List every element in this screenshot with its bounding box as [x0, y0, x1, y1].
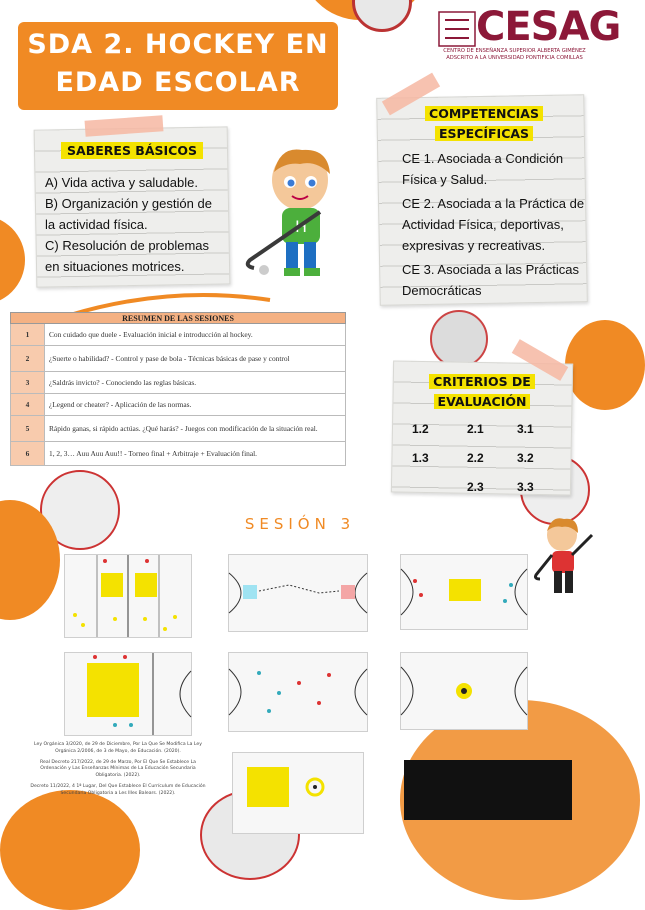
- criterios-heading: CRITERIOS DE EVALUACIÓN: [396, 372, 568, 412]
- field-diagram-1: [64, 554, 192, 638]
- logo-subtitle: CENTRO DE ENSEÑANZA SUPERIOR ALBERTA GIMÉNEZ ADSCRITO A LA UNIVERSIDAD PONTIFICIA COMILLAS: [443, 48, 586, 61]
- resumen-table: [10, 312, 346, 466]
- table-row: 1 Con cuidado que duele - Evaluación inicial e introducción al hockey.: [11, 324, 346, 346]
- logo-name: CESAG: [476, 4, 621, 50]
- table-heading: RESUMEN DE LAS SESIONES: [11, 313, 346, 324]
- list-item: CE 1. Asociada a Condición Física y Salud.: [402, 151, 564, 187]
- page-title: SDA 2. HOCKEY EN EDAD ESCOLAR: [27, 29, 329, 98]
- svg-text:H: H: [295, 217, 308, 236]
- list-item: C) Resolución de problemas en situaciones motrices.: [45, 238, 210, 274]
- field-diagram-4: [64, 652, 192, 736]
- field-diagram-6: [400, 652, 528, 730]
- hockey-kid-illustration: [240, 142, 365, 282]
- competencias-list: [402, 148, 590, 301]
- list-item: CE 3. Asociada a las Prácticas Democráticas: [402, 262, 580, 298]
- redacted-block: [404, 760, 572, 820]
- competencias-heading: COMPETENCIAS ESPECÍFICAS: [386, 104, 582, 144]
- field-diagram-3: [400, 554, 528, 630]
- orange-blob-bottom: [0, 790, 140, 910]
- table-row: 3 ¿Saldrás invicto? - Conociendo las reglas básicas.: [11, 372, 346, 394]
- saberes-list: [45, 172, 223, 277]
- field-diagram-2: [228, 554, 368, 632]
- saberes-heading: SABERES BÁSICOS: [52, 143, 212, 158]
- list-item: CE 2. Asociada a la Práctica de Actividad Física, deportivas, expresivas y recreativas.: [402, 196, 585, 253]
- sesion-label: SESIÓN 3: [244, 515, 356, 533]
- table-row: 6 1, 2, 3… Auu Auu Auu!! - Torneo final + Arbitraje + Evaluación final.: [11, 442, 346, 466]
- list-item: B) Organización y gestión de la actividad física.: [45, 196, 212, 232]
- hockey-kid-2-illustration: [532, 515, 594, 607]
- table-row: 2 ¿Suerte o habilidad? - Control y pase de bola - Técnicas básicas de pase y control: [11, 346, 346, 372]
- basketball-left: [0, 215, 25, 305]
- table-row: 4 ¿Legend or cheater? - Aplicación de las normas.: [11, 394, 346, 416]
- references: Ley Orgánica 3/2020, de 29 de Diciembre, Por La Que Se Modifica La Ley Orgánica 2/2006, de 3 de Mayo, de Educación. (2020). Real Decreto 217/2022, de 29 de Marzo, Por El Que Se Establece La Ordenación y Las Enseñanzas Mínimas de La Educación Secundaria Obligatoria. (2022). Decreto 11/2022, 4 1ª Lugar, Del Que Establece El Currículum de Educación Secundaria Obligatoria a Les Illes Balears. (2022).: [30, 742, 206, 796]
- field-diagram-7: [232, 752, 364, 834]
- field-diagram-5: [228, 652, 368, 732]
- cesag-logo-icon: [437, 10, 477, 48]
- list-item: A) Vida activa y saludable.: [45, 175, 198, 190]
- criterios-grid: 1.2 2.1 3.1 1.3 2.2 3.2 2.3 3.3: [412, 422, 534, 494]
- tennis-ball-mid: [430, 310, 488, 368]
- tennis-ball-top: [352, 0, 412, 32]
- table-row: 5 Rápido ganas, si rápido actúas. ¿Qué harás? - Juegos con modificación de la situación real.: [11, 416, 346, 442]
- resumen-table-wrapper: [10, 312, 346, 466]
- orange-blob-right: [565, 320, 645, 410]
